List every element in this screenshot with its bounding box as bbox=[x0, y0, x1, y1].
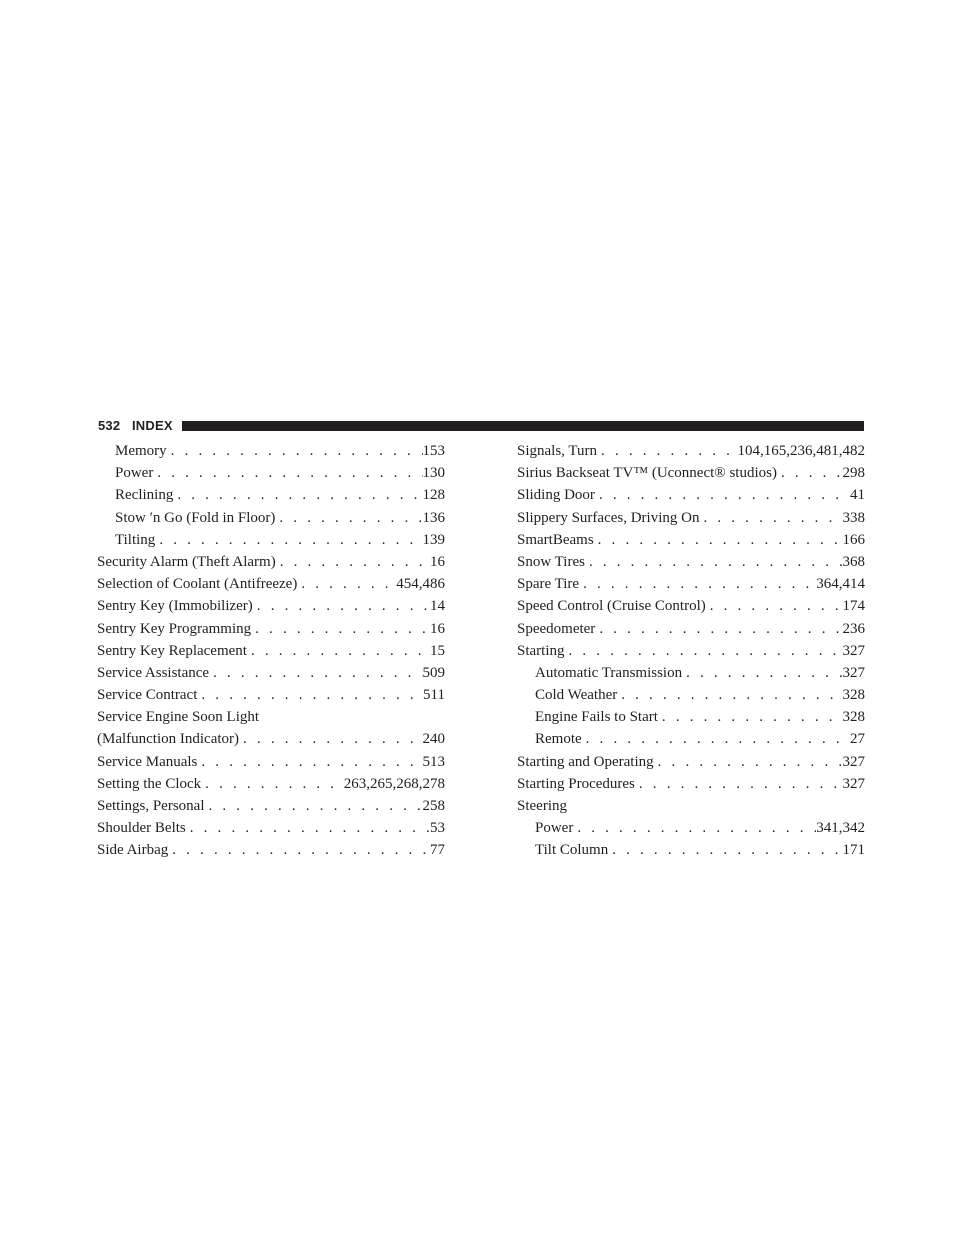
index-entry-label: Stow ′n Go (Fold in Floor) bbox=[115, 509, 276, 526]
dot-leader bbox=[658, 706, 843, 728]
index-entry-label: Remote bbox=[535, 731, 582, 748]
dot-leader bbox=[173, 484, 422, 506]
index-entry-pages: 327 bbox=[842, 775, 865, 792]
dot-leader bbox=[247, 640, 430, 662]
index-entry-label: Sliding Door bbox=[517, 487, 595, 504]
index-entry-pages: 258 bbox=[422, 798, 445, 814]
index-entry-label: Cold Weather bbox=[535, 687, 618, 704]
header-rule bbox=[182, 421, 864, 431]
index-entry-label: Tilt Column bbox=[535, 842, 609, 859]
dot-leader bbox=[251, 618, 430, 640]
index-entry-label: Spare Tire bbox=[517, 576, 580, 593]
index-entry-label: Service Engine Soon Light bbox=[97, 709, 260, 726]
dot-leader bbox=[168, 839, 430, 861]
index-entry-pages: 236 bbox=[842, 620, 865, 637]
index-entry bbox=[517, 751, 865, 773]
index-entry-label: Shoulder Belts bbox=[97, 820, 186, 837]
index-entry-label: Slippery Surfaces, Driving On bbox=[517, 509, 700, 526]
index-entry bbox=[97, 507, 445, 529]
dot-leader bbox=[635, 773, 843, 795]
index-entry-label: Settings, Personal bbox=[97, 798, 205, 814]
index-entry-label: Side Airbag bbox=[97, 842, 169, 859]
index-entry-label: Automatic Transmission bbox=[535, 664, 683, 681]
index-entry bbox=[97, 462, 445, 484]
index-entry-pages: 104,165,236,481,482 bbox=[737, 443, 865, 459]
index-entry-pages: 16 bbox=[430, 553, 445, 570]
index-entry-label: Tilting bbox=[115, 531, 156, 548]
dot-leader bbox=[579, 573, 816, 595]
index-entry bbox=[517, 817, 865, 839]
index-entry-pages: 41 bbox=[850, 487, 865, 504]
dot-leader bbox=[682, 662, 842, 684]
index-entry-label: (Malfunction Indicator) bbox=[97, 731, 240, 748]
dot-leader bbox=[167, 440, 423, 462]
index-entry-pages: 263,265,268,278 bbox=[343, 775, 445, 792]
index-entry-pages: 153 bbox=[422, 443, 445, 459]
index-entry-pages: 130 bbox=[422, 465, 445, 482]
index-entry-pages: 327 bbox=[842, 753, 865, 770]
index-entry bbox=[97, 440, 445, 462]
index-entry bbox=[517, 618, 865, 640]
index-entry-label: Speedometer bbox=[517, 620, 596, 637]
index-entry-pages: 328 bbox=[842, 687, 865, 704]
index-entry bbox=[517, 573, 865, 595]
index-entry-pages: 174 bbox=[842, 598, 865, 615]
index-entry-pages: 128 bbox=[422, 487, 445, 504]
dot-leader bbox=[608, 839, 842, 861]
dot-leader bbox=[205, 795, 423, 817]
dot-leader bbox=[186, 817, 430, 839]
index-entry-pages: 327 bbox=[842, 664, 865, 681]
index-entry-label: Engine Fails to Start bbox=[535, 709, 658, 726]
index-entry-pages: 77 bbox=[430, 842, 445, 859]
index-entry-pages: 454,486 bbox=[396, 576, 445, 593]
index-entry-pages: 509 bbox=[422, 664, 445, 681]
index-entry-pages: 27 bbox=[850, 731, 865, 748]
index-entry-pages: 240 bbox=[422, 731, 445, 748]
index-entry-pages: 136 bbox=[422, 509, 445, 526]
index-entry-label: Steering bbox=[517, 798, 567, 814]
index-entry-label: Sirius Backseat TV™ (Uconnect® studios) bbox=[517, 465, 777, 482]
dot-leader bbox=[582, 728, 850, 750]
index-entry bbox=[517, 551, 865, 573]
index-entry-label: Sentry Key Replacement bbox=[97, 642, 247, 659]
index-entry bbox=[97, 839, 445, 861]
index-entry bbox=[517, 706, 865, 728]
index-entry bbox=[517, 507, 865, 529]
index-entry bbox=[517, 728, 865, 750]
dot-leader bbox=[777, 462, 843, 484]
dot-leader bbox=[585, 551, 843, 573]
index-entry bbox=[97, 706, 445, 728]
index-entry bbox=[517, 640, 865, 662]
dot-leader bbox=[275, 507, 422, 529]
index-entry-label: Service Manuals bbox=[97, 753, 198, 770]
dot-leader bbox=[276, 551, 430, 573]
dot-leader bbox=[597, 440, 737, 462]
page-number: 532 bbox=[98, 418, 121, 433]
index-entry-label: Starting and Operating bbox=[517, 753, 654, 770]
index-entry bbox=[517, 529, 865, 551]
dot-leader bbox=[197, 684, 423, 706]
index-entry bbox=[97, 618, 445, 640]
index-entry-pages: 15 bbox=[430, 642, 445, 659]
index-entry bbox=[97, 751, 445, 773]
index-entry-pages: 14 bbox=[430, 598, 445, 615]
index-entry bbox=[97, 573, 445, 595]
dot-leader bbox=[253, 595, 430, 617]
index-entry-pages: 16 bbox=[430, 620, 445, 637]
dot-leader bbox=[155, 529, 422, 551]
index-entry bbox=[97, 684, 445, 706]
index-entry bbox=[517, 795, 865, 817]
dot-leader bbox=[209, 662, 422, 684]
dot-leader bbox=[197, 751, 422, 773]
index-entry bbox=[97, 595, 445, 617]
index-entry bbox=[97, 662, 445, 684]
index-entry bbox=[97, 728, 445, 750]
index-entry bbox=[517, 462, 865, 484]
page-header bbox=[98, 416, 864, 436]
index-entry-label: Setting the Clock bbox=[97, 775, 202, 792]
index-entry-label: Service Contract bbox=[97, 687, 198, 704]
dot-leader bbox=[201, 773, 344, 795]
index-entry-pages: 364,414 bbox=[816, 576, 865, 593]
index-entry bbox=[517, 440, 865, 462]
dot-leader bbox=[595, 484, 850, 506]
index-entry bbox=[517, 839, 865, 861]
index-entry-label: Selection of Coolant (Antifreeze) bbox=[97, 576, 298, 593]
index-entry-pages: 298 bbox=[842, 465, 865, 482]
index-entry bbox=[517, 595, 865, 617]
index-entry bbox=[517, 484, 865, 506]
dot-leader bbox=[153, 462, 422, 484]
index-entry-pages: 513 bbox=[422, 753, 445, 770]
index-entry bbox=[517, 773, 865, 795]
index-entry-label: Sentry Key (Immobilizer) bbox=[97, 598, 253, 615]
dot-leader bbox=[239, 728, 422, 750]
index-entry-label: Service Assistance bbox=[97, 664, 210, 681]
index-entry-pages: 368 bbox=[842, 553, 865, 570]
dot-leader bbox=[297, 573, 396, 595]
index-entry-pages: 327 bbox=[842, 642, 865, 659]
index-entry-label: SmartBeams bbox=[517, 531, 594, 548]
index-entry-label: Starting bbox=[517, 642, 565, 659]
index-entry-label: Power bbox=[535, 820, 574, 837]
index-entry-pages: 139 bbox=[422, 531, 445, 548]
dot-leader bbox=[573, 817, 816, 839]
index-entry bbox=[517, 662, 865, 684]
section-title: INDEX bbox=[132, 418, 173, 433]
index-entry-pages: 171 bbox=[842, 842, 865, 859]
dot-leader bbox=[565, 640, 843, 662]
dot-leader bbox=[617, 684, 842, 706]
index-entry bbox=[97, 551, 445, 573]
dot-leader bbox=[699, 507, 842, 529]
index-entry-label: Signals, Turn bbox=[517, 443, 598, 459]
index-entry-pages: 341,342 bbox=[816, 820, 865, 837]
index-column-left bbox=[97, 440, 445, 862]
index-entry-pages: 166 bbox=[842, 531, 865, 548]
dot-leader bbox=[594, 529, 843, 551]
index-entry-label: Starting Procedures bbox=[517, 775, 635, 792]
index-entry-pages: 511 bbox=[423, 687, 445, 704]
index-entry-label: Memory bbox=[115, 443, 167, 459]
index-entry-pages: 53 bbox=[430, 820, 445, 837]
index-entry-label: Sentry Key Programming bbox=[97, 620, 252, 637]
index-entry bbox=[97, 795, 445, 817]
index-entry bbox=[97, 640, 445, 662]
index-entry-label: Snow Tires bbox=[517, 553, 585, 570]
index-column-right bbox=[517, 440, 865, 862]
index-entry bbox=[97, 773, 445, 795]
index-entry-pages: 328 bbox=[842, 709, 865, 726]
dot-leader bbox=[595, 618, 842, 640]
index-entry bbox=[97, 529, 445, 551]
index-entry bbox=[97, 484, 445, 506]
dot-leader bbox=[706, 595, 843, 617]
index-entry-label: Power bbox=[115, 465, 154, 482]
index-entry-label: Security Alarm (Theft Alarm) bbox=[97, 553, 276, 570]
index-entry-label: Reclining bbox=[115, 487, 174, 504]
index-entry bbox=[517, 684, 865, 706]
dot-leader bbox=[654, 751, 843, 773]
index-entry-label: Speed Control (Cruise Control) bbox=[517, 598, 706, 615]
index-entry bbox=[97, 817, 445, 839]
index-entry-pages: 338 bbox=[842, 509, 865, 526]
